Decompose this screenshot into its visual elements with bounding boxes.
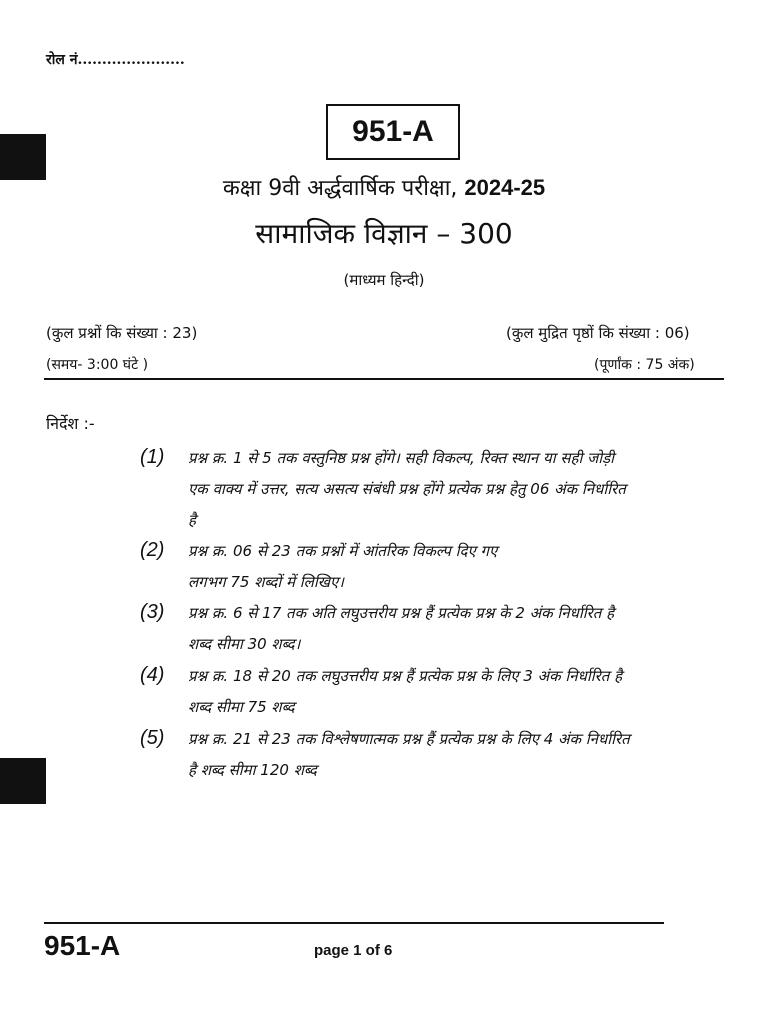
subject-title: सामाजिक विज्ञान – 300	[255, 217, 513, 250]
instruction-number: (5)	[140, 727, 165, 749]
footer-paper-code: 951-A	[44, 930, 121, 961]
instruction-line: प्रश्न क्र. 06 से 23 तक प्रश्नों में आंतरिक विकल्प दिए गए	[188, 542, 498, 560]
instruction-line: शब्द सीमा 30 शब्द।	[188, 635, 301, 653]
instruction-line: लगभग 75 शब्दों में लिखिए।	[188, 573, 344, 591]
instruction-line: प्रश्न क्र. 6 से 17 तक अति लघुउत्तरीय प्रश्न हैं प्रत्येक प्रश्न के 2 अंक निर्धारित है	[188, 604, 615, 622]
instruction-line: प्रश्न क्र. 21 से 23 तक विश्लेषणात्मक प्रश्न हैं प्रत्येक प्रश्न के लिए 4 अंक निर्धारित	[188, 730, 630, 748]
instruction-line: शब्द सीमा 75 शब्द	[188, 698, 295, 716]
instruction-line: प्रश्न क्र. 1 से 5 तक वस्तुनिष्ठ प्रश्न होंगे। सही विकल्प, रिक्त स्थान या सही जोड़ी	[188, 449, 615, 467]
instruction-number: (4)	[140, 664, 165, 686]
instruction-item-4	[140, 660, 730, 723]
medium-label: (माध्यम हिन्दी)	[343, 271, 425, 289]
instructions-heading: निर्देश :-	[46, 414, 95, 433]
time-allowed: (समय- 3:00 घंटे )	[46, 357, 149, 373]
instruction-line: प्रश्न क्र. 18 से 20 तक लघुउत्तरीय प्रश्न हैं प्रत्येक प्रश्न के लिए 3 अंक निर्धारित है	[188, 667, 623, 685]
instruction-item-5	[140, 723, 730, 786]
exam-year: 2024-25	[464, 175, 546, 200]
instruction-number: (1)	[140, 446, 165, 468]
registration-mark-bottom	[0, 758, 46, 804]
footer-divider	[44, 922, 664, 924]
full-marks: (पूर्णांक : 75 अंक)	[594, 357, 695, 373]
printed-pages: (कुल मुद्रित पृष्ठों कि संख्या : 06)	[506, 324, 690, 342]
instruction-item-2	[140, 535, 730, 598]
instruction-line: एक वाक्य में उत्तर, सत्य असत्य संबंधी प्रश्न होंगे प्रत्येक प्रश्न हेतु 06 अंक निर्धारित	[188, 480, 626, 498]
instruction-line: है	[188, 511, 196, 529]
instruction-number: (3)	[140, 601, 165, 623]
instruction-number: (2)	[140, 539, 165, 561]
total-questions: (कुल प्रश्नों कि संख्या : 23)	[46, 324, 198, 342]
page-number: page 1 of 6	[314, 942, 393, 959]
instruction-item-1	[140, 442, 730, 536]
exam-title-text: कक्षा 9वी अर्द्धवार्षिक परीक्षा,	[222, 176, 458, 201]
instruction-item-3	[140, 597, 730, 660]
header-divider	[44, 378, 724, 380]
paper-code-box: 951-A	[326, 104, 460, 160]
roll-number-label: रोल नं......................	[46, 52, 185, 68]
instruction-line: है शब्द सीमा 120 शब्द	[188, 761, 317, 779]
exam-title	[0, 172, 768, 202]
